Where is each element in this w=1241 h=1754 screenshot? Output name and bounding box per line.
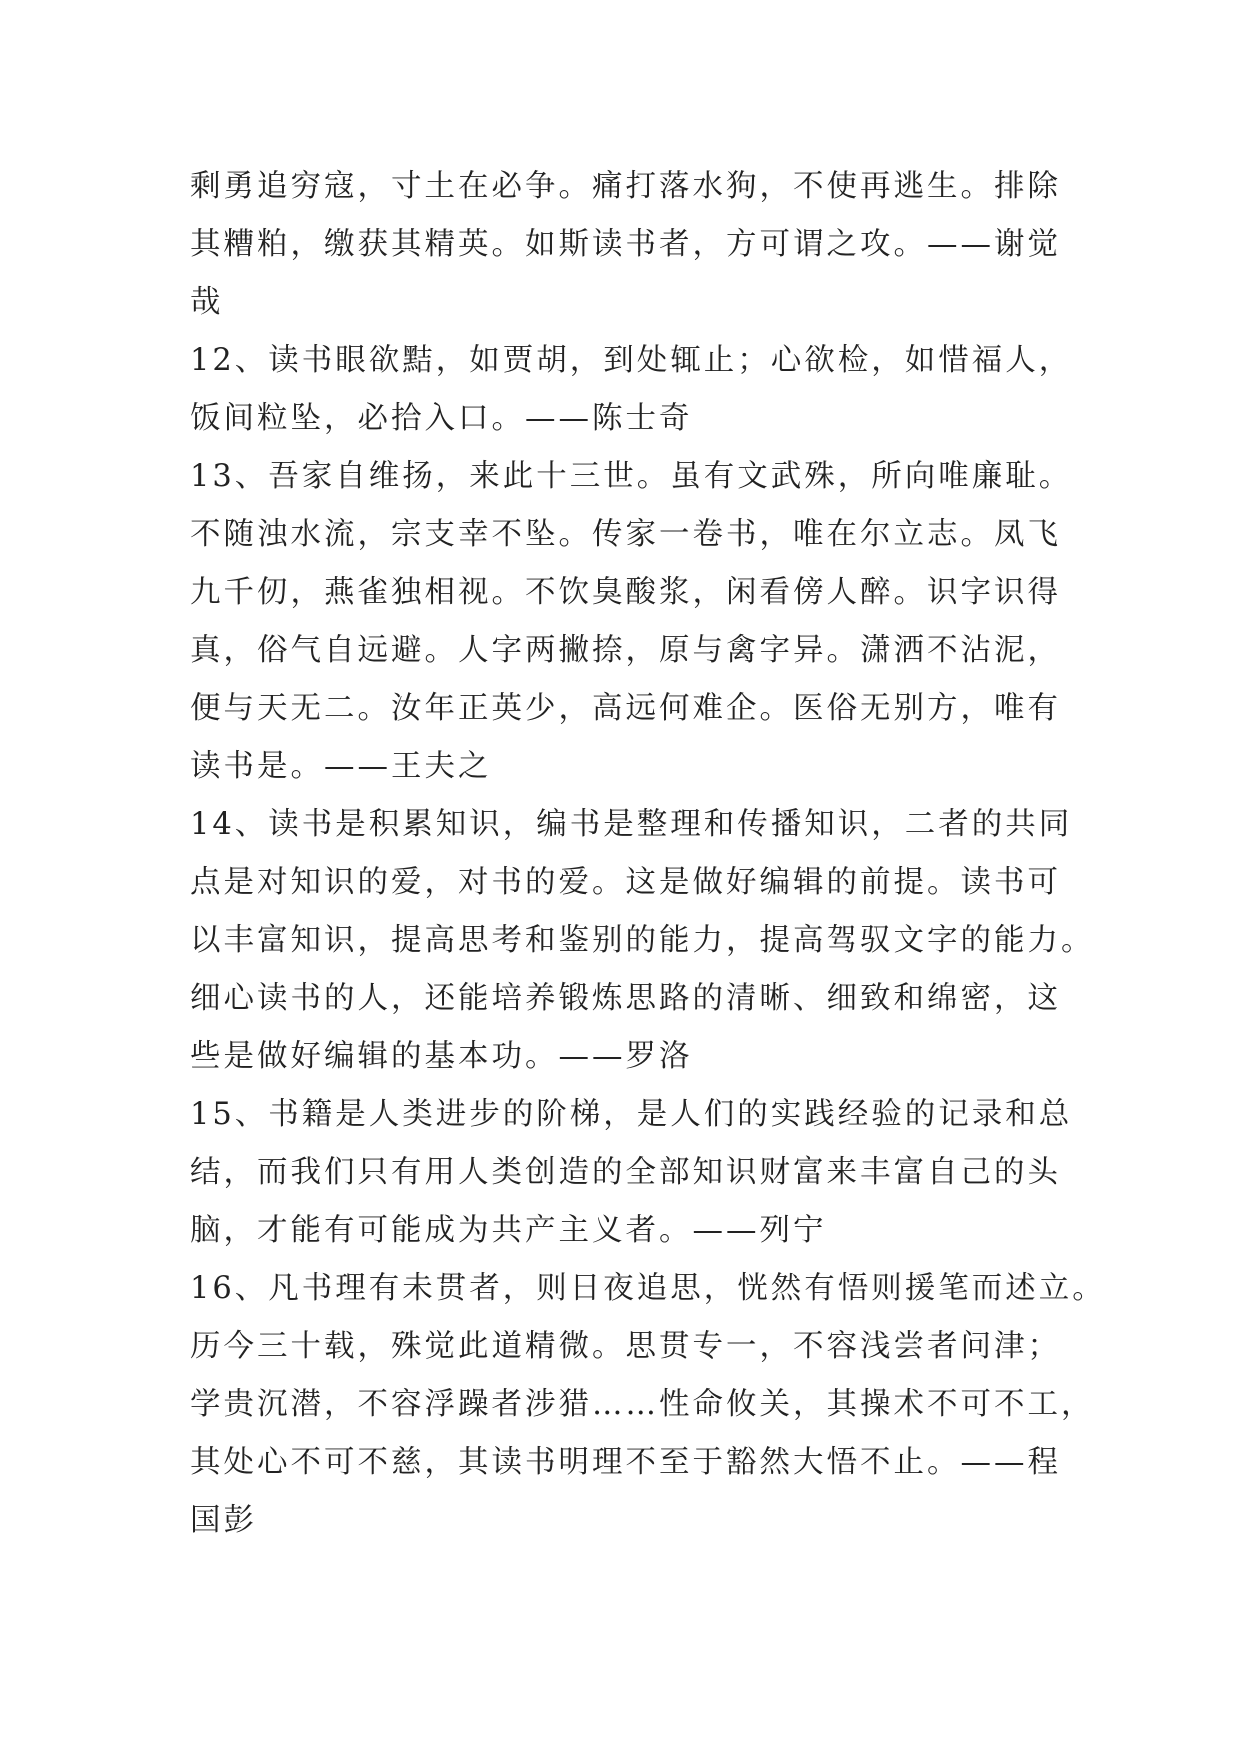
document-body (190, 158, 1106, 1550)
text-line: 九千仞，燕雀独相视。不饮臭酸浆，闲看傍人醉。识字识得 (190, 575, 1061, 610)
text-line: 其糟粕，缴获其精英。如斯读书者，方可谓之攻。——谢觉 (190, 227, 1061, 262)
text-line: 剩勇追穷寇，寸土在必争。痛打落水狗，不使再逃生。排除 (190, 169, 1061, 204)
text-line: 结，而我们只有用人类创造的全部知识财富来丰富自己的头 (190, 1155, 1061, 1190)
text-line: 点是对知识的爱，对书的爱。这是做好编辑的前提。读书可 (190, 865, 1061, 900)
text-line: 不随浊水流，宗支幸不坠。传家一卷书，唯在尔立志。凤飞 (190, 517, 1061, 552)
text-line: 其处心不可不慈，其读书明理不至于豁然大悟不止。——程 (190, 1445, 1061, 1480)
text-line: 细心读书的人，还能培养锻炼思路的清晰、细致和绵密，这 (190, 981, 1061, 1016)
text-line: 以丰富知识，提高思考和鉴别的能力，提高驾驭文字的能力。 (190, 923, 1095, 958)
text-line: 14、读书是积累知识，编书是整理和传播知识，二者的共同 (190, 807, 1073, 842)
text-line: 哉 (190, 285, 224, 320)
text-line: 读书是。——王夫之 (190, 749, 492, 784)
text-line: 些是做好编辑的基本功。——罗洛 (190, 1039, 693, 1074)
text-line: 历今三十载，殊觉此道精微。思贯专一，不容浅尝者问津； (190, 1329, 1061, 1364)
text-line: 13、吾家自维扬，来此十三世。虽有文武殊，所向唯廉耻。 (190, 459, 1073, 494)
text-line: 12、读书眼欲黠，如贾胡，到处辄止；心欲检，如惜福人， (190, 343, 1073, 378)
text-line: 16、凡书理有未贯者，则日夜追思，恍然有悟则援笔而述立。 (190, 1271, 1106, 1306)
text-line: 真，俗气自远避。人字两撇捺，原与禽字异。潇洒不沾泥， (190, 633, 1061, 668)
text-line: 脑，才能有可能成为共产主义者。——列宁 (190, 1213, 827, 1248)
text-line: 便与天无二。汝年正英少，高远何难企。医俗无别方，唯有 (190, 691, 1061, 726)
text-line: 学贵沉潜，不容浮躁者涉猎……性命攸关，其操术不可不工， (190, 1387, 1095, 1422)
text-line: 15、书籍是人类进步的阶梯，是人们的实践经验的记录和总 (190, 1097, 1073, 1132)
text-line: 饭间粒坠，必拾入口。——陈士奇 (190, 401, 693, 436)
text-line: 国彭 (190, 1503, 257, 1538)
